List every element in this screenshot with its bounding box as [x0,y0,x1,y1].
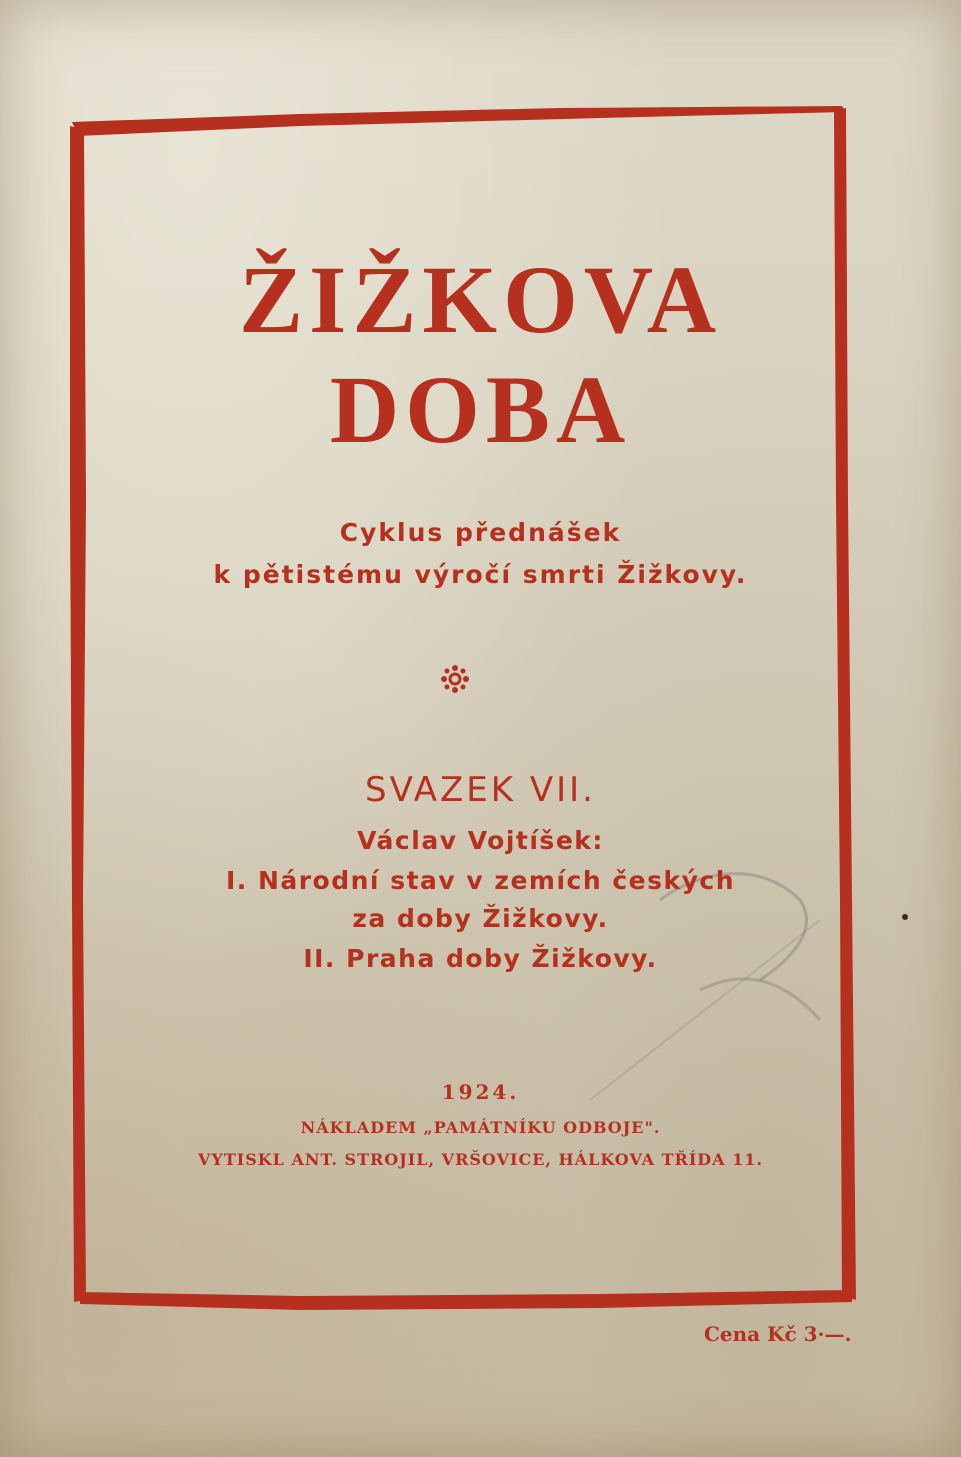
frame-bottom-bar [80,1290,852,1310]
publisher-line: NÁKLADEM „PAMÁTNÍKU ODBOJE". [300,1118,661,1137]
part-2-title: II. Praha doby Žižkovy. [303,944,658,973]
printer-line: VYTISKL ANT. STROJIL, VRŠOVICE, HÁLKOVA TŘÍDA 11. [197,1150,763,1169]
publication-year: 1924. [441,1080,520,1104]
frame-top-bar [72,106,846,136]
title-line-2: DOBA [329,356,632,463]
volume-label: SVAZEK VII. [365,770,596,810]
title-line-1: ŽIŽKOVA [238,246,723,353]
price-label: Cena Kč 3·—. [704,1322,852,1346]
subtitle-line-2: k pětistému výročí smrti Žižkovy. [213,560,748,589]
part-1-title: I. Národní stav v zemích českých [225,866,736,895]
rosette-ornament-icon [440,664,470,694]
author-name: Václav Vojtíšek: [357,826,604,855]
subtitle-line-1: Cyklus přednášek [339,518,622,547]
part-1-title-cont: za doby Žižkovy. [352,904,609,933]
